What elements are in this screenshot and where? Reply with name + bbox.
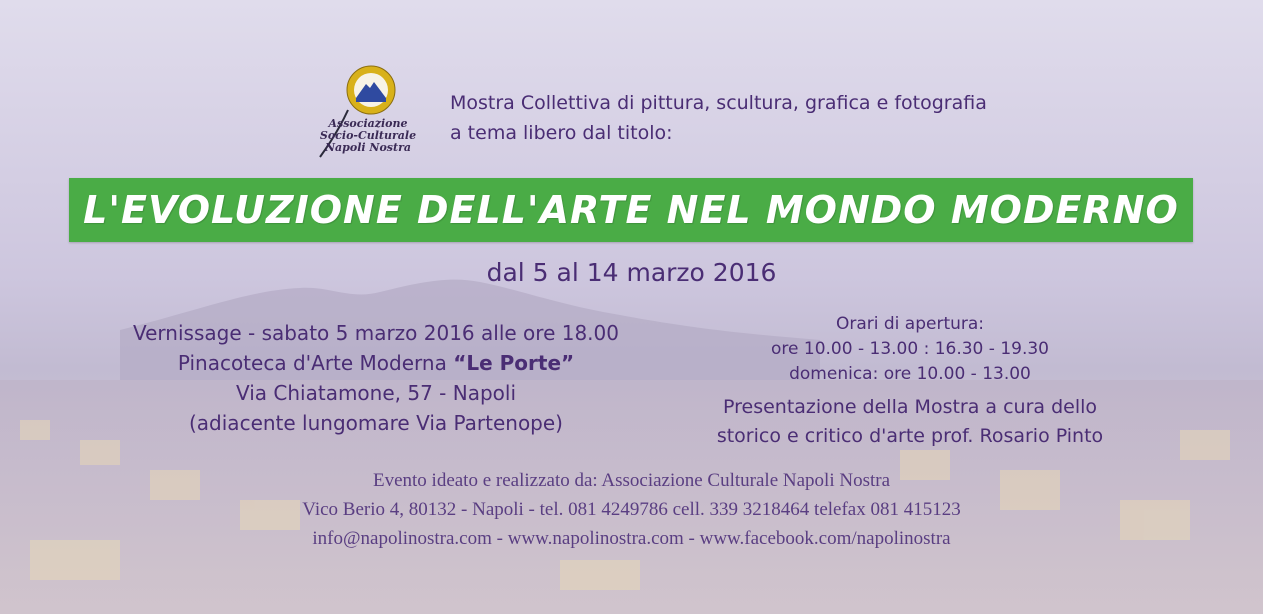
intro-text — [450, 88, 987, 148]
logo-line-3: Napoli Nostra — [325, 141, 411, 154]
exhibition-title: L'EVOLUZIONE DELL'ARTE NEL MONDO MODERNO — [83, 188, 1179, 232]
logo-line-1: Associazione — [328, 117, 408, 130]
organizer-footer — [0, 466, 1263, 553]
footer-links: info@napolinostra.com - www.napolinostra.com - www.facebook.com/napolinostra — [312, 528, 951, 549]
pinacoteca-name: “Le Porte” — [453, 351, 575, 375]
presentation-line-1: Presentazione della Mostra a cura dello — [722, 396, 1098, 418]
hours-sunday: domenica: ore 10.00 - 13.00 — [789, 364, 1031, 384]
title-banner — [69, 178, 1193, 242]
exhibition-dates: dal 5 al 14 marzo 2016 — [486, 258, 777, 287]
pinacoteca-line — [60, 348, 692, 378]
venue-note: (adiacente lungomare Via Partenope) — [189, 411, 563, 435]
presentation-line-2: storico e critico d'arte prof. Rosario Pinto — [716, 425, 1104, 447]
venue-info — [60, 318, 692, 438]
footer-organizer: Evento ideato e realizzato da: Associazione Culturale Napoli Nostra — [372, 470, 891, 491]
logo-line-2: Socio-Culturale — [319, 129, 417, 142]
vernissage-line: Vernissage - sabato 5 marzo 2016 alle ore 18.00 — [133, 321, 619, 345]
presentation-info — [660, 393, 1160, 451]
intro-line-2: a tema libero dal titolo: — [450, 122, 673, 144]
footer-address: Vico Berio 4, 80132 - Napoli - tel. 081 4249786 cell. 339 3218464 telefax 081 415123 — [302, 499, 961, 520]
intro-line-1: Mostra Collettiva di pittura, scultura, grafica e fotografia — [450, 92, 987, 114]
logo-wordmark — [318, 118, 418, 154]
hours-heading: Orari di apertura: — [835, 314, 985, 334]
venue-address: Via Chiatamone, 57 - Napoli — [235, 381, 517, 405]
opening-hours — [660, 312, 1160, 451]
pinacoteca-prefix: Pinacoteca d'Arte Moderna — [177, 351, 454, 375]
hours-weekdays: ore 10.00 - 13.00 : 16.30 - 19.30 — [771, 339, 1049, 359]
